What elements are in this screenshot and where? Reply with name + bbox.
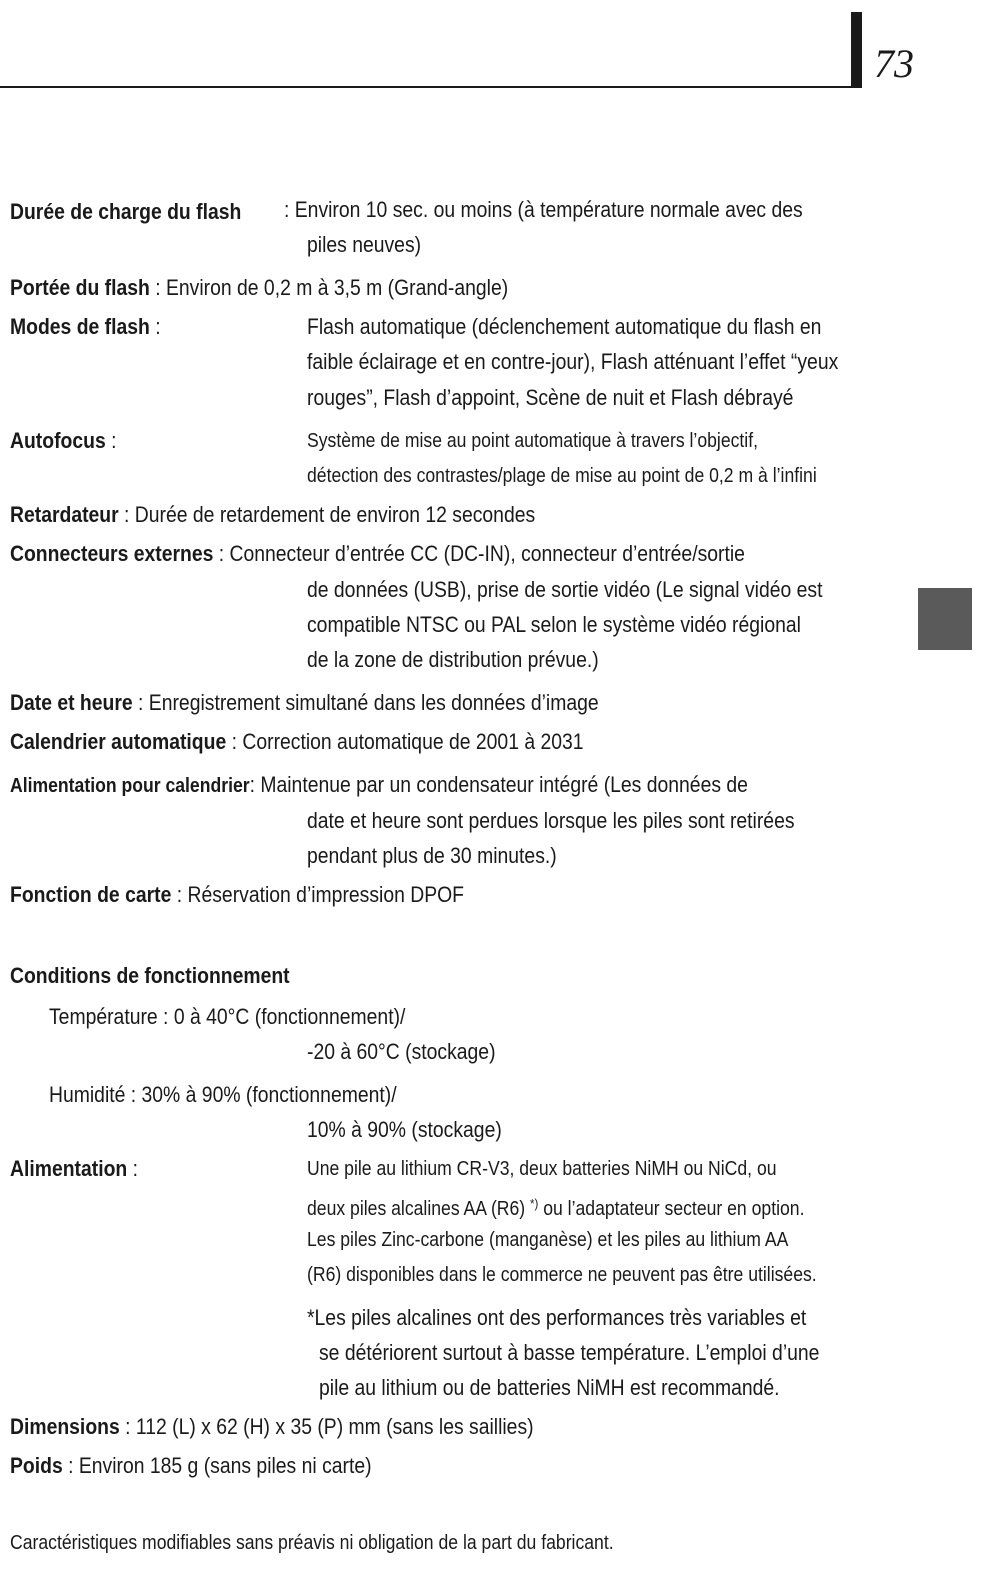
spec-autofocus: [10, 427, 116, 455]
spec-value: : Correction automatique de 2001 à 2031: [226, 729, 584, 754]
conditions-humidity: Humidité : 30% à 90% (fonctionnement)/: [49, 1082, 397, 1107]
spec-label: Portée du flash: [10, 275, 150, 300]
spec-value: compatible NTSC ou PAL selon le système vidéo régional: [307, 612, 801, 637]
spec-calendar-power: [10, 771, 748, 800]
spec-colon: :: [127, 1156, 139, 1181]
spec-dimensions: [10, 1413, 534, 1441]
spec-value: : Enregistrement simultané dans les données d’image: [132, 690, 599, 715]
spec-flash-modes: [10, 313, 161, 341]
spec-label: Dimensions: [10, 1414, 120, 1439]
spec-label: Fonction de carte: [10, 882, 172, 907]
spec-value: [307, 1190, 804, 1223]
spec-value: Une pile au lithium CR-V3, deux batteries NiMH ou NiCd, ou: [307, 1158, 777, 1180]
spec-value: de la zone de distribution prévue.): [307, 647, 599, 672]
spec-value: date et heure sont perdues lorsque les piles sont retirées: [307, 808, 795, 833]
spec-flash-range: [10, 274, 508, 302]
spec-value: pendant plus de 30 minutes.): [307, 843, 557, 868]
spec-value: piles neuves): [307, 232, 422, 257]
power-text: deux piles alcalines AA (R6): [307, 1198, 531, 1220]
spec-date-time: [10, 689, 599, 717]
spec-label: Modes de flash: [10, 314, 150, 339]
spec-label: Alimentation: [10, 1156, 128, 1181]
spec-weight: [10, 1452, 372, 1480]
header-rule: [0, 86, 862, 88]
header-bar: [851, 12, 862, 88]
spec-label: Autofocus: [10, 428, 106, 453]
spec-label: Connecteurs externes: [10, 541, 214, 566]
spec-label: Durée de charge du flash: [10, 199, 242, 224]
conditions-temperature: Température : 0 à 40°C (fonctionnement)/: [49, 1004, 406, 1029]
footer-note: Caractéristiques modifiables sans préavis ni obligation de la part du fabricant.: [10, 1532, 614, 1554]
spec-value: : Connecteur d’entrée CC (DC-IN), connecteur d’entrée/sortie: [213, 541, 745, 566]
spec-value: : Environ de 0,2 m à 3,5 m (Grand-angle): [149, 275, 509, 300]
spec-value: Système de mise au point automatique à travers l’objectif,: [307, 430, 758, 452]
spec-value: (R6) disponibles dans le commerce ne peuvent pas être utilisées.: [307, 1264, 817, 1286]
spec-value: rouges”, Flash d’appoint, Scène de nuit et Flash débrayé: [307, 385, 794, 410]
spec-value: faible éclairage et en contre-jour), Flash atténuant l’effet “yeux: [307, 349, 839, 374]
section-tab: [918, 588, 972, 650]
spec-label: Poids: [10, 1453, 63, 1478]
footnote-marker: *): [530, 1196, 539, 1211]
conditions-temperature-storage: -20 à 60°C (stockage): [307, 1039, 496, 1064]
spec-connectors: [10, 540, 745, 568]
power-text: ou l’adaptateur secteur en option.: [538, 1198, 805, 1220]
spec-value: : 112 (L) x 62 (H) x 35 (P) mm (sans les saillies): [119, 1414, 534, 1439]
spec-value: : Réservation d’impression DPOF: [171, 882, 465, 907]
spec-value: détection des contrastes/plage de mise au point de 0,2 m à l’infini: [307, 465, 817, 487]
power-note: se détériorent surtout à basse température. L’emploi d’une: [319, 1340, 820, 1365]
spec-value: : Maintenue par un condensateur intégré (Les données de: [249, 772, 748, 797]
spec-value: Les piles Zinc-carbone (manganèse) et les piles au lithium AA: [307, 1229, 789, 1251]
spec-value: : Environ 10 sec. ou moins (à température normale avec des: [284, 197, 803, 222]
spec-label: Date et heure: [10, 690, 133, 715]
conditions-humidity-storage: 10% à 90% (stockage): [307, 1117, 502, 1142]
spec-flash-charge: [10, 198, 241, 226]
spec-value: de données (USB), prise de sortie vidéo (Le signal vidéo est: [307, 577, 823, 602]
spec-value: Flash automatique (déclenchement automatique du flash en: [307, 314, 822, 339]
spec-colon: :: [149, 314, 161, 339]
spec-label: Calendrier automatique: [10, 729, 227, 754]
power-note: pile au lithium ou de batteries NiMH est recommandé.: [319, 1375, 780, 1400]
spec-self-timer: [10, 501, 535, 529]
spec-power: [10, 1155, 138, 1183]
page-number: 73: [874, 41, 914, 86]
spec-card-function: [10, 881, 464, 909]
spec-value: : Durée de retardement de environ 12 secondes: [118, 502, 536, 527]
conditions-heading: Conditions de fonctionnement: [10, 963, 290, 988]
spec-colon: :: [105, 428, 117, 453]
spec-value: : Environ 185 g (sans piles ni carte): [62, 1453, 372, 1478]
spec-label: Retardateur: [10, 502, 119, 527]
spec-auto-calendar: [10, 728, 584, 756]
spec-label: Alimentation pour calendrier: [10, 775, 250, 797]
power-note: *Les piles alcalines ont des performances très variables et: [307, 1305, 807, 1330]
